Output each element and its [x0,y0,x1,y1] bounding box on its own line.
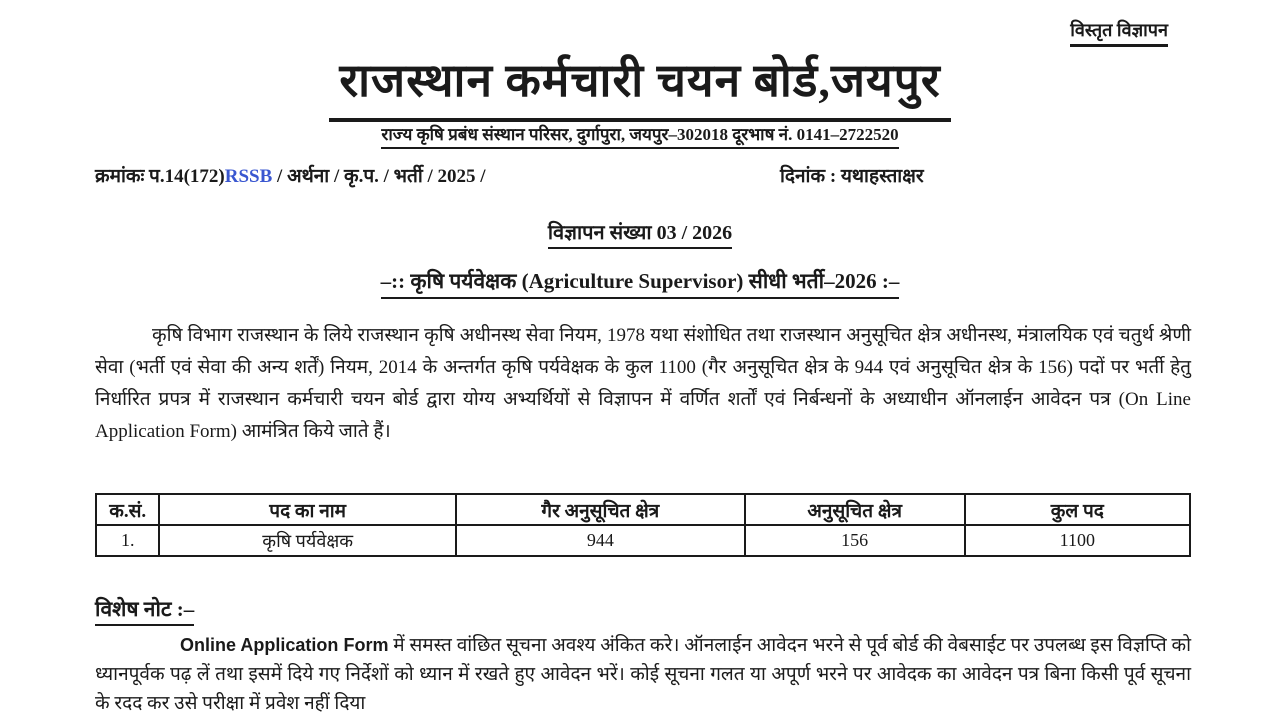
col-header-post-name: पद का नाम [159,494,455,525]
special-note-paragraph [95,631,1191,718]
ref-number-suffix: / अर्थना / कृ.प. / भर्ती / 2025 / [272,166,486,187]
org-address-wrap [0,122,1280,149]
intro-paragraph: कृषि विभाग राजस्थान के लिये राजस्थान कृषि अधीनस्थ सेवा नियम, 1978 यथा संशोधित तथा राजस्थान अनुसूचित क्षेत्र अधीनस्थ, मंत्रालयिक एवं चतुर्थ श्रेणी सेवा (भर्ती एवं सेवा की अन्य शर्तें) नियम, 2014 के अन्तर्गत कृषि पर्यवेक्षक के कुल 1100 (गैर अनुसूचित क्षेत्र के 944 एवं अनुसूचित क्षेत्र के 156) पदों पर भर्ती हेतु निर्धारित प्रपत्र में राजस्थान कर्मचारी चयन बोर्ड द्वारा योग्य अभ्यर्थियों से विज्ञापन में वर्णित शर्तों एवं निर्बन्धनों के अध्याधीन ऑनलाईन आवेदन पत्र (On Line Application Form) आमंत्रित किये जाते हैं। [95,325,1191,442]
cell-scheduled-area: 156 [745,525,965,556]
special-note-body: में समस्त वांछित सूचना अवश्य अंकित करे। ऑनलाईन आवेदन भरने से पूर्व बोर्ड की वेबसाईट पर उपलब्ध इस विज्ञप्ति को ध्यानपूर्वक पढ़ लें तथा इसमें दिये गए निर्देशों को ध्यान में रखते हुए आवेदन भरें। कोई सूचना गलत या अपूर्ण भरने पर आवेदक का आवेदन पत्र बिना किसी पूर्व सूचना के रदद कर उसे परीक्षा में प्रवेश नहीं दिया [95,635,1191,714]
cell-non-scheduled-area: 944 [456,525,745,556]
col-header-sno: क.सं. [96,494,159,525]
org-title: राजस्थान कर्मचारी चयन बोर्ड,जयपुर [329,48,950,122]
corner-note: विस्तृत विज्ञापन [1070,18,1168,47]
col-header-scheduled-area: अनुसूचित क्षेत्र [745,494,965,525]
ref-number-rssb: RSSB [224,166,273,187]
org-title-wrap [0,48,1280,122]
advert-number-wrap [0,218,1280,249]
cell-post-name: कृषि पर्यवेक्षक [159,525,455,556]
date-text: दिनांक : यथाहस्ताक्षर [780,166,924,187]
online-application-form-text: Online Application Form [180,635,389,655]
advert-number: विज्ञापन संख्या 03 / 2026 [548,218,732,249]
org-address: राज्य कृषि प्रबंध संस्थान परिसर, दुर्गापुरा, जयपुर–302018 दूरभाष नं. 0141–2722520 [381,122,898,149]
col-header-total-posts: कुल पद [965,494,1190,525]
table-header-row [96,494,1190,525]
cell-sno: 1. [96,525,159,556]
recruitment-heading: –:: कृषि पर्यवेक्षक (Agriculture Supervisor) सीधी भर्ती–2026 :– [381,267,900,299]
ref-number [95,166,486,187]
table-row [96,525,1190,556]
cell-total-posts: 1100 [965,525,1190,556]
ref-number-prefix: क्रमांकः प.14(172) [95,166,225,187]
special-note-heading: विशेष नोट :– [95,595,194,626]
col-header-non-scheduled-area: गैर अनुसूचित क्षेत्र [456,494,745,525]
recruitment-heading-wrap [0,267,1280,299]
vacancy-table [95,493,1191,557]
ref-line [95,162,1190,188]
